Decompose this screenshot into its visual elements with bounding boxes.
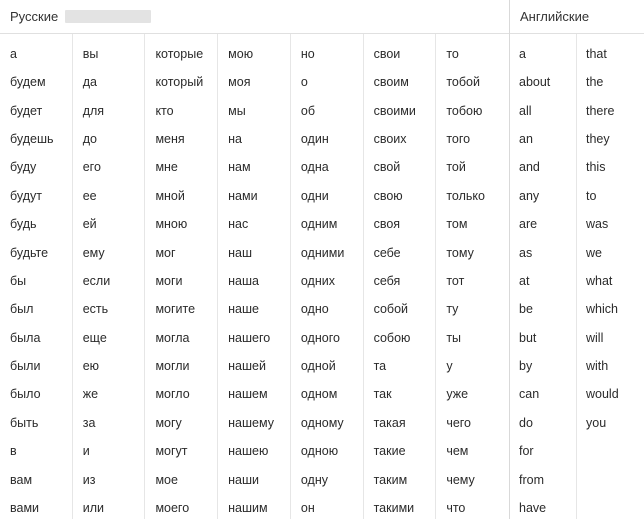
redaction-bar: [65, 10, 151, 23]
word-item: одни: [300, 188, 329, 203]
word-item: одной: [300, 359, 336, 374]
word-item: моего: [155, 501, 190, 516]
word-item: буду: [10, 160, 37, 175]
word-item: были: [10, 359, 41, 374]
word-column: [145, 34, 218, 519]
word-item: ей: [82, 217, 97, 232]
word-item: об: [300, 103, 315, 118]
word-item: такие: [373, 444, 406, 459]
word-item: которые: [155, 46, 204, 61]
word-item: нашим: [228, 501, 268, 516]
word-item: если: [82, 273, 111, 288]
word-item: да: [82, 75, 97, 90]
word-item: нам: [228, 160, 251, 175]
word-item: из: [82, 472, 96, 487]
word-item: своя: [373, 217, 401, 232]
word-item: и: [82, 444, 90, 459]
word-item: одну: [300, 472, 328, 487]
word-item: was: [586, 217, 609, 232]
word-column: [364, 34, 437, 519]
word-item: одному: [300, 415, 344, 430]
word-item: собою: [373, 330, 411, 345]
word-item: from: [519, 472, 544, 487]
word-item: на: [228, 131, 243, 146]
word-item: одною: [300, 444, 339, 459]
word-item: что: [446, 501, 466, 516]
word-item: могла: [155, 330, 190, 345]
word-column: [577, 34, 644, 519]
word-item: за: [82, 415, 96, 430]
word-item: by: [519, 359, 533, 374]
word-item: быть: [10, 415, 39, 430]
word-item: могу: [155, 415, 182, 430]
word-item: мне: [155, 160, 178, 175]
word-item: моги: [155, 273, 183, 288]
word-item: или: [82, 501, 104, 516]
word-item: будешь: [10, 131, 54, 146]
word-item: его: [82, 160, 101, 175]
word-item: будьте: [10, 245, 49, 260]
word-item: тот: [446, 273, 465, 288]
word-item: чего: [446, 415, 472, 430]
word-item: with: [586, 359, 609, 374]
word-item: свой: [373, 160, 401, 175]
word-item: наши: [228, 472, 260, 487]
word-item: you: [586, 415, 607, 430]
word-item: нас: [228, 217, 249, 232]
word-item: will: [586, 330, 604, 345]
word-item: ты: [446, 330, 462, 345]
word-item: мое: [155, 472, 178, 487]
word-item: для: [82, 103, 105, 118]
word-item: have: [519, 501, 547, 516]
word-item: a: [519, 46, 526, 61]
word-item: свою: [373, 188, 403, 203]
word-item: тому: [446, 245, 474, 260]
word-item: at: [519, 273, 530, 288]
word-item: уже: [446, 387, 469, 402]
word-column: [510, 34, 577, 519]
word-item: а: [10, 46, 17, 61]
word-item: вами: [10, 501, 40, 516]
word-item: do: [519, 415, 533, 430]
word-item: будут: [10, 188, 42, 203]
russian-panel-title: Русские: [10, 8, 59, 24]
word-item: тобой: [446, 75, 480, 90]
word-item: было: [10, 387, 41, 402]
word-item: the: [586, 75, 604, 90]
word-item: то: [446, 46, 459, 61]
word-item: нашем: [228, 387, 268, 402]
word-column: [436, 34, 509, 519]
word-item: была: [10, 330, 41, 345]
word-item: нашему: [228, 415, 274, 430]
word-item: своим: [373, 75, 409, 90]
word-item: as: [519, 245, 533, 260]
word-item: свои: [373, 46, 401, 61]
word-item: ту: [446, 302, 459, 317]
word-item: один: [300, 131, 329, 146]
word-item: would: [586, 387, 619, 402]
word-item: about: [519, 75, 551, 90]
word-item: there: [586, 103, 615, 118]
word-item: будет: [10, 103, 43, 118]
word-item: an: [519, 131, 533, 146]
word-item: о: [300, 75, 308, 90]
word-item: того: [446, 131, 471, 146]
word-item: all: [519, 103, 532, 118]
word-item: будь: [10, 217, 37, 232]
russian-word-columns: [0, 34, 509, 519]
word-item: кто: [155, 103, 174, 118]
word-item: тобою: [446, 103, 483, 118]
word-item: в: [10, 444, 17, 459]
word-item: таким: [373, 472, 408, 487]
word-item: одном: [300, 387, 338, 402]
english-panel-header: [510, 0, 644, 34]
word-item: нашего: [228, 330, 271, 345]
word-item: меня: [155, 131, 185, 146]
word-item: but: [519, 330, 537, 345]
word-item: своих: [373, 131, 407, 146]
word-item: у: [446, 359, 453, 374]
word-column: [0, 34, 73, 519]
word-column: [73, 34, 146, 519]
word-item: ею: [82, 359, 100, 374]
word-item: та: [373, 359, 387, 374]
word-item: наша: [228, 273, 259, 288]
word-column: [291, 34, 364, 519]
word-item: есть: [82, 302, 109, 317]
word-item: такая: [373, 415, 406, 430]
word-item: вы: [82, 46, 99, 61]
english-word-columns: [510, 34, 644, 519]
word-item: такими: [373, 501, 415, 516]
word-item: собой: [373, 302, 409, 317]
word-item: одним: [300, 217, 338, 232]
word-item: that: [586, 46, 607, 61]
word-item: нашею: [228, 444, 269, 459]
word-item: могло: [155, 387, 190, 402]
word-item: this: [586, 160, 606, 175]
word-item: мной: [155, 188, 185, 203]
word-column: [218, 34, 291, 519]
word-item: are: [519, 217, 538, 232]
word-item: еще: [82, 330, 107, 345]
word-item: нашей: [228, 359, 266, 374]
word-item: what: [586, 273, 613, 288]
word-item: но: [300, 46, 315, 61]
word-item: any: [519, 188, 540, 203]
word-item: он: [300, 501, 315, 516]
word-item: мою: [228, 46, 254, 61]
word-item: we: [586, 245, 602, 260]
word-item: том: [446, 217, 468, 232]
word-item: наш: [228, 245, 253, 260]
english-panel: [510, 0, 644, 519]
word-item: одними: [300, 245, 345, 260]
word-item: так: [373, 387, 392, 402]
word-item: and: [519, 160, 540, 175]
word-item: своими: [373, 103, 416, 118]
word-item: могли: [155, 359, 190, 374]
word-item: чем: [446, 444, 469, 459]
word-item: be: [519, 302, 533, 317]
word-item: могите: [155, 302, 196, 317]
word-item: одна: [300, 160, 329, 175]
word-item: мог: [155, 245, 176, 260]
word-item: одного: [300, 330, 340, 345]
word-item: могут: [155, 444, 188, 459]
word-item: одних: [300, 273, 335, 288]
word-item: только: [446, 188, 485, 203]
word-item: наше: [228, 302, 259, 317]
word-item: бы: [10, 273, 27, 288]
word-item: той: [446, 160, 466, 175]
word-item: который: [155, 75, 204, 90]
word-item: же: [82, 387, 99, 402]
word-item: мною: [155, 217, 188, 232]
word-item: был: [10, 302, 34, 317]
word-item: to: [586, 188, 597, 203]
english-panel-title: Английские: [520, 8, 590, 24]
word-item: чему: [446, 472, 475, 487]
word-item: which: [586, 302, 618, 317]
word-item: одно: [300, 302, 329, 317]
word-item: нами: [228, 188, 258, 203]
word-item: будем: [10, 75, 46, 90]
word-item: for: [519, 444, 534, 459]
word-item: ее: [82, 188, 97, 203]
word-item: мы: [228, 103, 246, 118]
russian-panel-header: [0, 0, 509, 34]
word-item: себе: [373, 245, 401, 260]
word-item: вам: [10, 472, 33, 487]
word-item: can: [519, 387, 540, 402]
word-item: моя: [228, 75, 251, 90]
word-item: себя: [373, 273, 401, 288]
word-item: до: [82, 131, 97, 146]
word-item: they: [586, 131, 610, 146]
word-item: ему: [82, 245, 105, 260]
